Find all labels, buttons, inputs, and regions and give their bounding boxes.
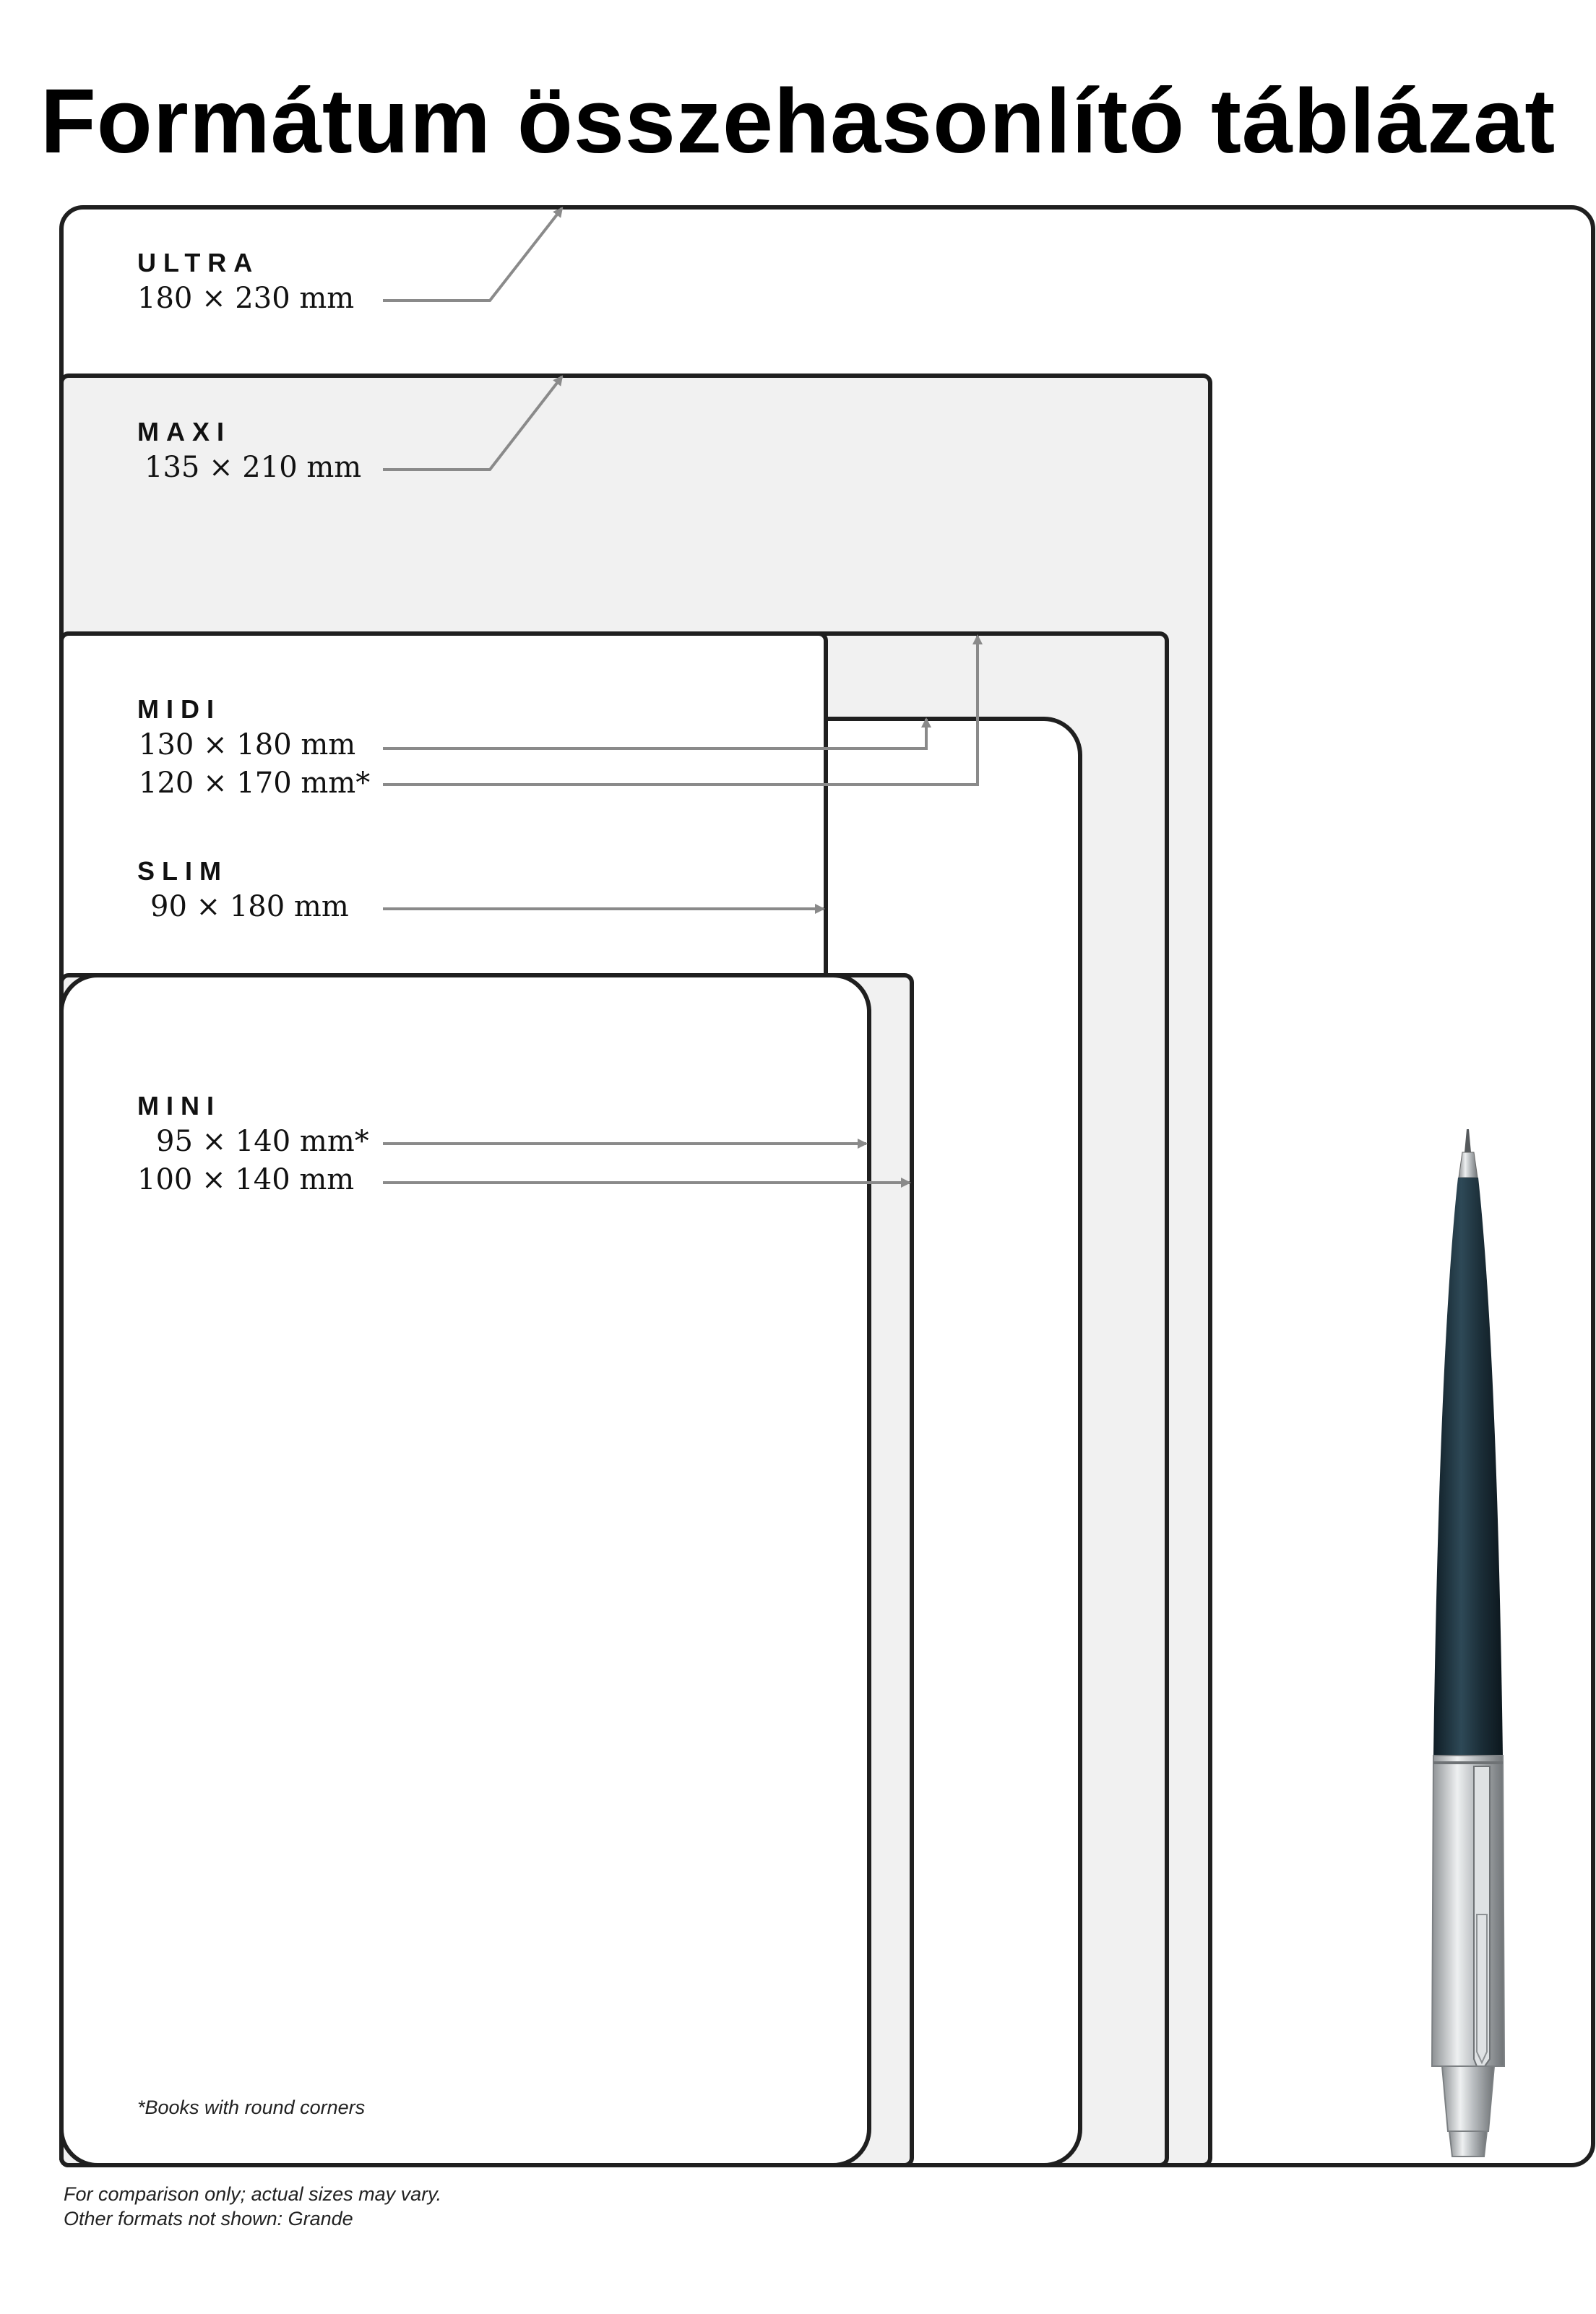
ultra-size: 180 × 230 mm — [137, 282, 355, 315]
midi-size-1: 130 × 180 mm — [139, 728, 356, 761]
maxi-label: MAXI — [137, 417, 231, 446]
footer-line-1: For comparison only; actual sizes may vary. — [64, 2183, 442, 2205]
slim-size: 90 × 180 mm — [150, 890, 349, 923]
footer-line-2: Other formats not shown: Grande — [64, 2208, 353, 2229]
mini-label: MINI — [137, 1091, 221, 1121]
page-title: Formátum összehasonlító táblázat — [40, 70, 1556, 172]
ultra-label: ULTRA — [137, 248, 260, 277]
mini-size-1: 95 × 140 mm* — [156, 1125, 369, 1158]
midi-label: MIDI — [137, 694, 221, 724]
mini-size-2: 100 × 140 mm — [137, 1163, 355, 1196]
round-corner-note: *Books with round corners — [137, 2097, 366, 2118]
midi-size-2: 120 × 170 mm* — [139, 767, 371, 800]
slim-label: SLIM — [137, 856, 228, 886]
maxi-size: 135 × 210 mm — [144, 451, 362, 484]
